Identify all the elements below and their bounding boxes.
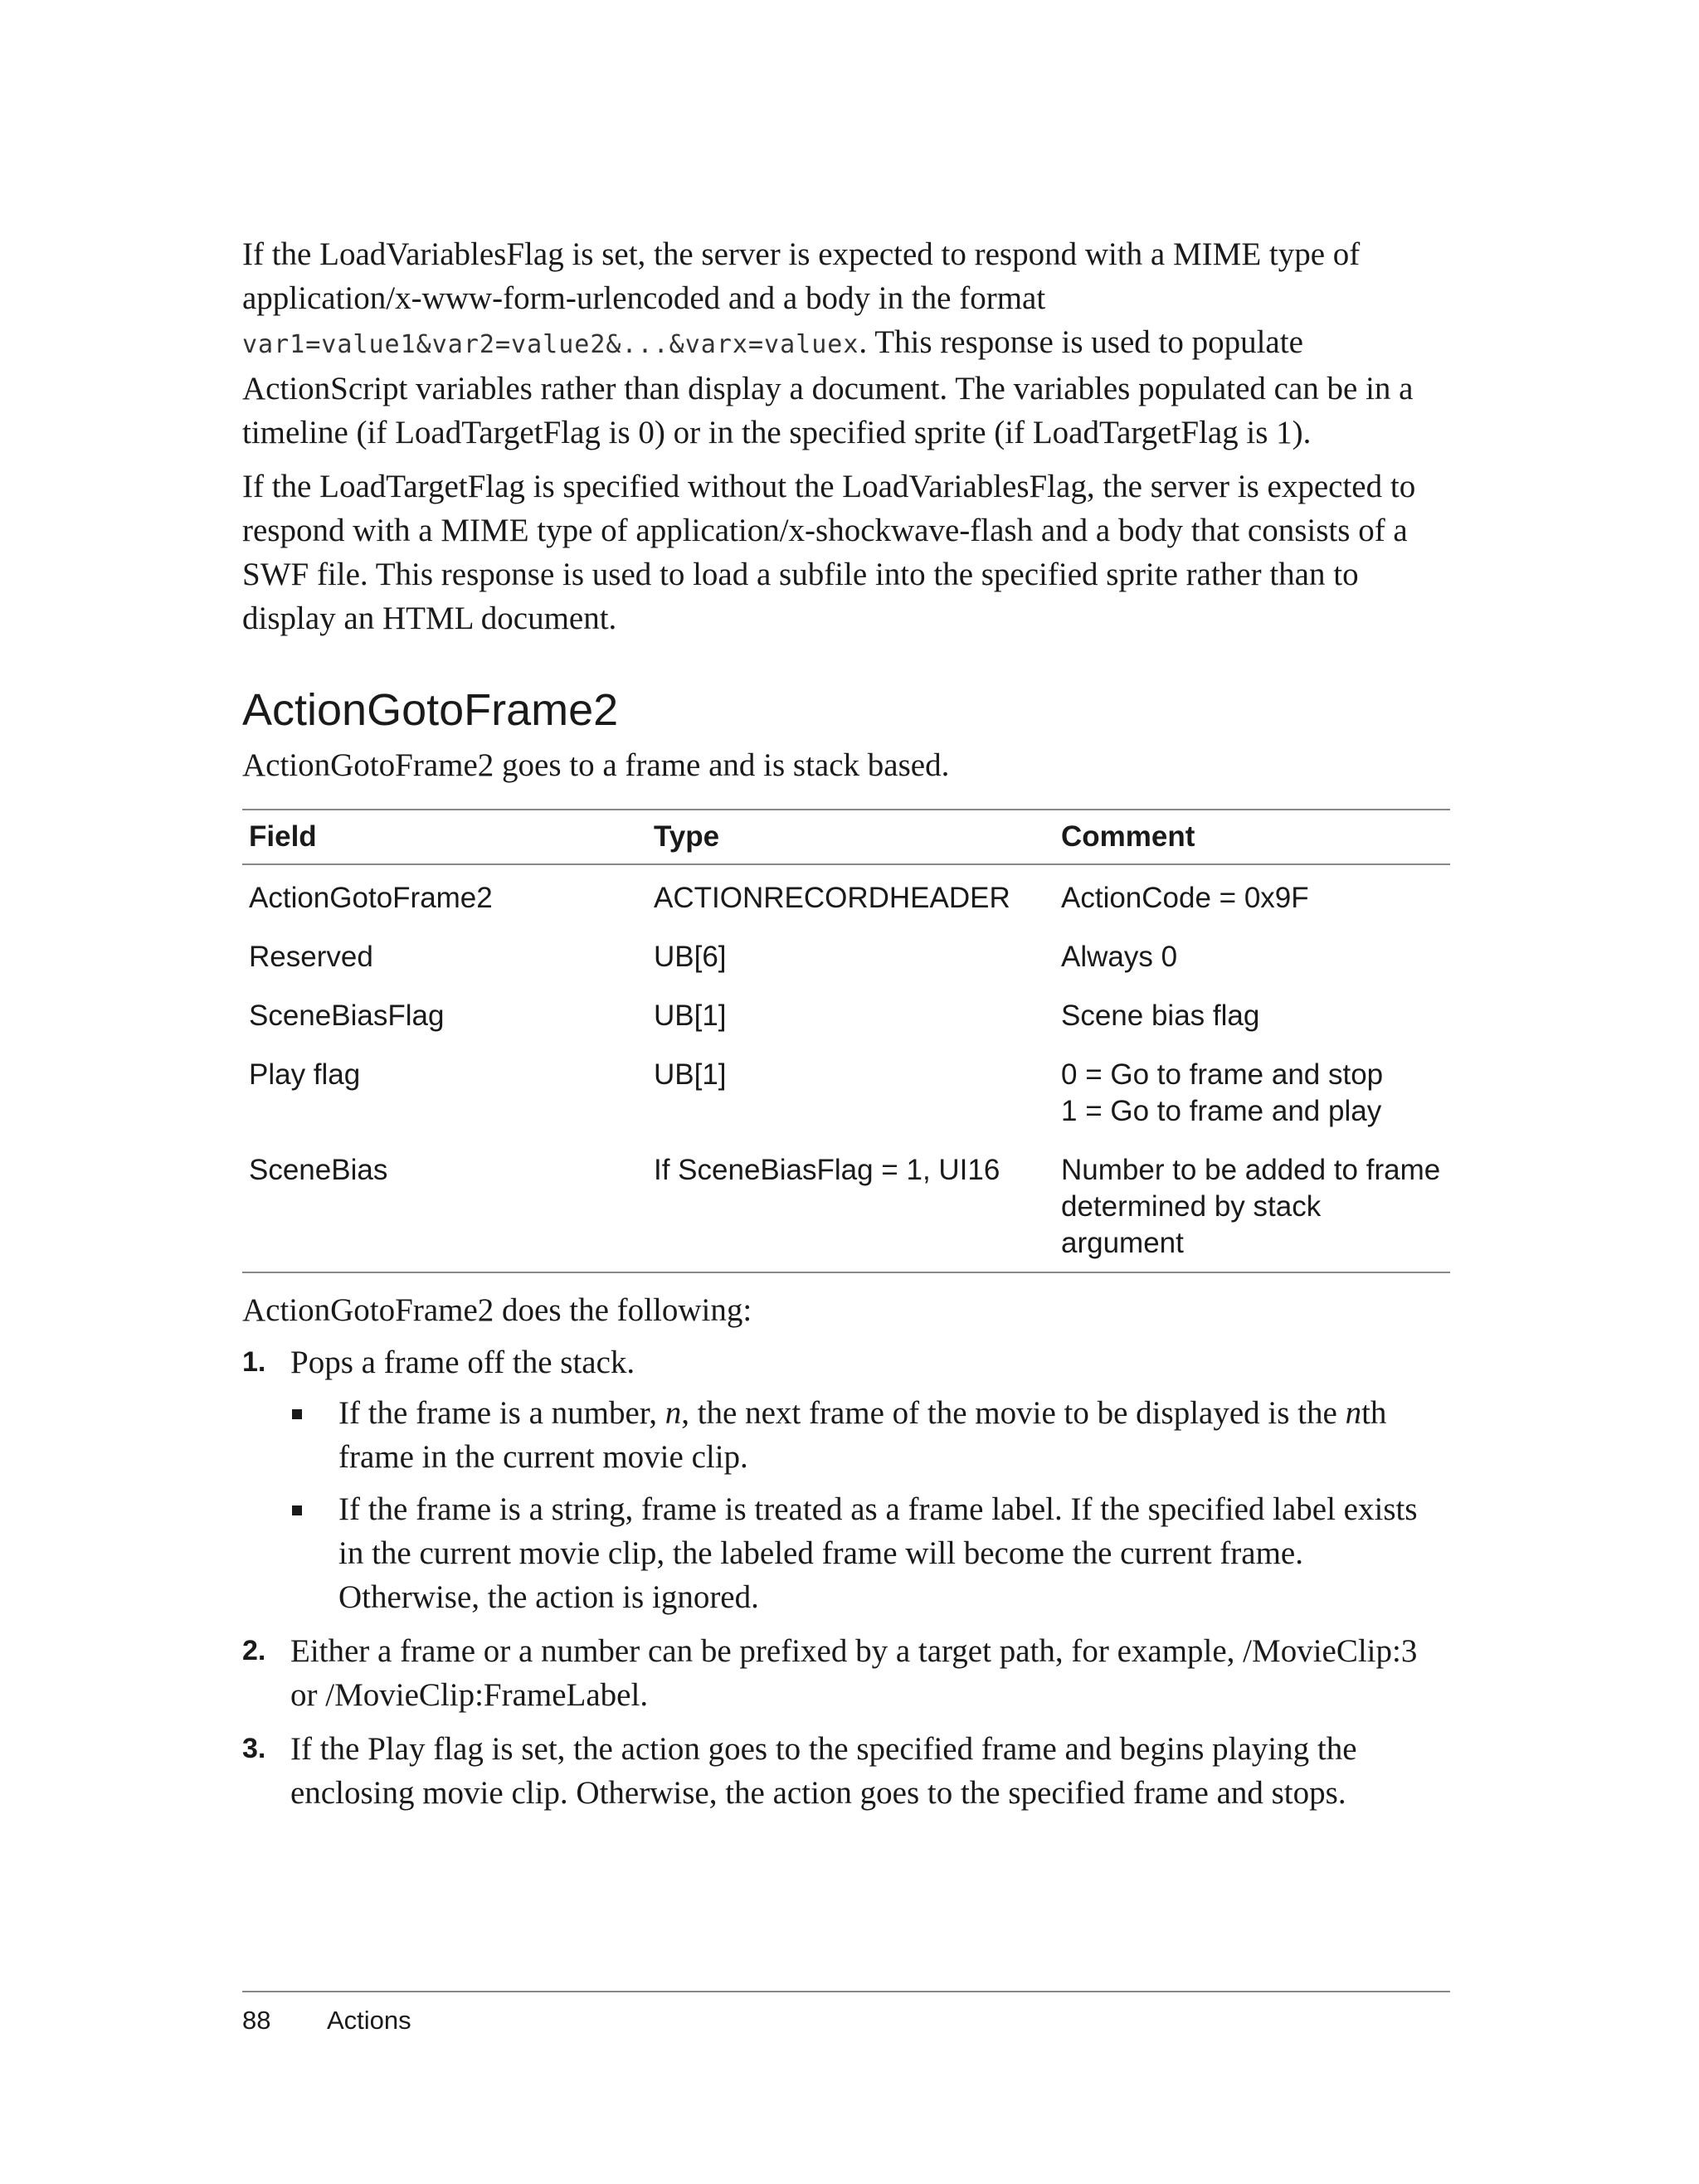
bullet-item [290, 1391, 1450, 1479]
italic-n: n [1345, 1395, 1362, 1431]
step-text: If the Play flag is set, the action goes to the specified frame and begins playing the enclosing movie clip. Otherwise, the action goes to the specified frame and stops. [290, 1731, 1357, 1811]
cell-type: UB[6] [654, 941, 727, 973]
section-title: ActionGotoFrame2 [242, 685, 619, 735]
cell-field: SceneBias [242, 1137, 647, 1272]
step-number: 3. [242, 1733, 266, 1764]
comment-line: determined by stack argument [1061, 1190, 1322, 1259]
table-row [242, 983, 1450, 1042]
bullet-item [290, 1487, 1450, 1619]
steps-lead: ActionGotoFrame2 does the following: [242, 1292, 752, 1328]
table-row [242, 1137, 1450, 1272]
cell-comment [1054, 1042, 1450, 1137]
cell-type: UB[1] [654, 1000, 727, 1032]
bullet-text: , the next frame of the movie to be displayed is the [681, 1395, 1346, 1431]
header-comment: Comment [1054, 810, 1450, 864]
page-number: 88 [242, 2006, 271, 2035]
table-header-row [242, 810, 1450, 864]
table-row [242, 864, 1450, 924]
cell-field: Reserved [249, 941, 373, 973]
cell-field: ActionGotoFrame2 [249, 882, 493, 914]
footer-section: Actions [327, 2006, 411, 2035]
paragraph-text: If the LoadVariablesFlag is set, the server is expected to respond with a MIME type of application/x-www-form-urlencoded and a body in the format [242, 236, 1361, 316]
cell-comment: Always 0 [1061, 941, 1178, 973]
page-footer [242, 1991, 1450, 2037]
cell-type: If SceneBiasFlag = 1, UI16 [647, 1137, 1054, 1272]
table-row [242, 1042, 1450, 1137]
square-bullet-icon [292, 1409, 302, 1419]
cell-comment: Scene bias flag [1061, 1000, 1260, 1032]
header-type: Type [647, 810, 1054, 864]
list-item [242, 1340, 1450, 1619]
cell-comment: ActionCode = 0x9F [1061, 882, 1309, 914]
steps-list [242, 1340, 1450, 1815]
section-intro: ActionGotoFrame2 goes to a frame and is stack based. [242, 747, 950, 783]
code-snippet: var1=value1&var2=value2&...&varx=valuex [242, 330, 859, 359]
paragraph-load-variables [242, 232, 1450, 455]
paragraph-text: . This response is used to populate ActionScript variables rather than display a document. The variables populated can be in a timeline (if LoadTargetFlag is 0) or in the specified sprite (if LoadTargetFlag is 1). [242, 324, 1414, 450]
comment-line: Number to be added to frame [1061, 1154, 1441, 1186]
step-number: 2. [242, 1635, 266, 1666]
cell-type: ACTIONRECORDHEADER [654, 882, 1010, 914]
step-number: 1. [242, 1346, 266, 1378]
table-row [242, 924, 1450, 983]
comment-line: 1 = Go to frame and play [1061, 1095, 1382, 1127]
square-bullet-icon [292, 1505, 302, 1515]
cell-field: Play flag [249, 1058, 361, 1091]
fields-table [242, 809, 1450, 1273]
step-text: Pops a frame off the stack. [290, 1345, 635, 1380]
bullet-list [290, 1391, 1450, 1619]
bullet-text: If the frame is a number, [338, 1395, 665, 1431]
step-text: Either a frame or a number can be prefixed by a target path, for example, /MovieClip:3 or /MovieClip:FrameLabel. [290, 1633, 1418, 1713]
list-item [242, 1727, 1450, 1815]
paragraph-load-target: If the LoadTargetFlag is specified without the LoadVariablesFlag, the server is expected to respond with a MIME type of application/x-shockwave-flash and a body that consists of a SWF file. This response is used to load a subfile into the specified sprite rather than to display an HTML document. [242, 469, 1416, 636]
list-item [242, 1629, 1450, 1717]
cell-field: SceneBiasFlag [249, 1000, 445, 1032]
cell-type: UB[1] [654, 1058, 727, 1091]
cell-comment [1054, 1137, 1450, 1272]
header-field: Field [242, 810, 647, 864]
page-content [242, 232, 1450, 1825]
comment-line: 0 = Go to frame and stop [1061, 1058, 1384, 1091]
bullet-text: If the frame is a string, frame is treated as a frame label. If the specified label exists in the current movie clip, the labeled frame will become the current frame. Otherwise, the action is ignored. [338, 1491, 1418, 1615]
italic-n: n [665, 1395, 682, 1431]
bullet-text: th frame in the current movie clip. [338, 1395, 1387, 1475]
